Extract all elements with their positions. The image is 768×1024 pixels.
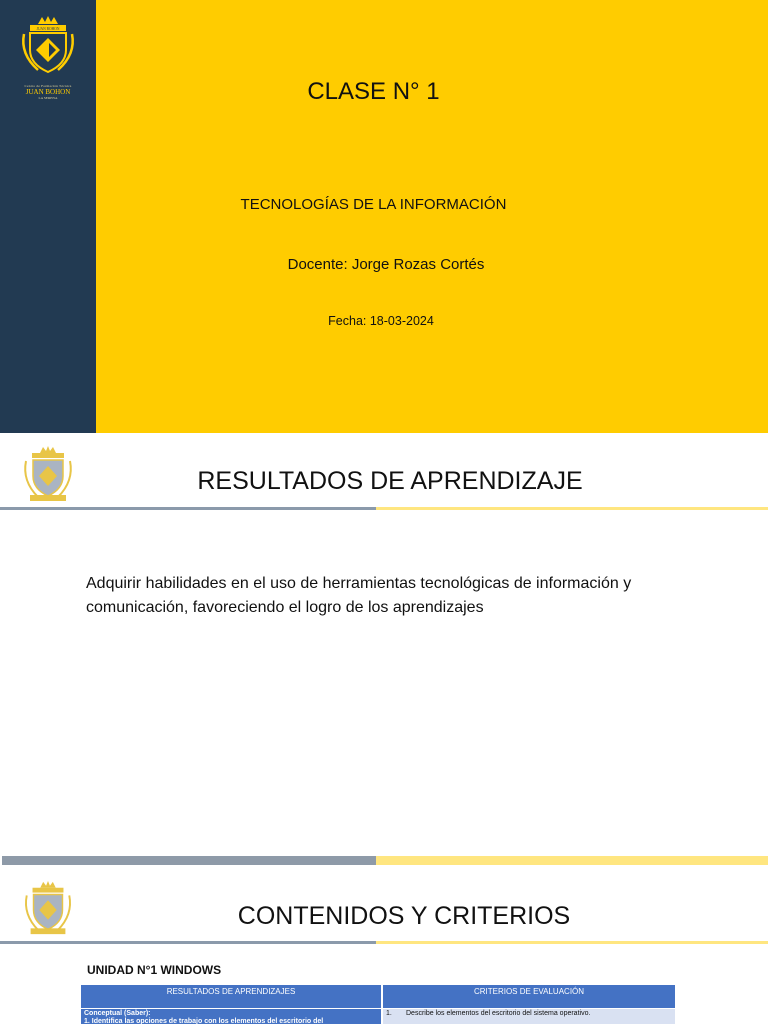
table-row [81, 1009, 675, 1024]
shield-icon [18, 880, 78, 938]
slide-title: RESULTADOS DE APRENDIZAJE [197, 467, 583, 495]
contents-slide [0, 866, 768, 1024]
header-cell: RESULTADOS DE APRENDIZAJES [81, 985, 381, 1008]
table-cell [81, 1009, 381, 1024]
sidebar-panel [0, 0, 96, 433]
cell-text: Describe los elementos del escritorio del sistema operativo. [406, 1010, 591, 1017]
slide-title: CONTENIDOS Y CRITERIOS [237, 902, 571, 930]
divider [0, 507, 768, 510]
small-logo [18, 445, 78, 510]
small-logo [18, 880, 78, 943]
teacher-name: Docente: Jorge Rozas Cortés [287, 256, 485, 273]
institution-logo [16, 14, 80, 100]
header-cell: CRITERIOS DE EVALUACIÓN [383, 985, 675, 1008]
title-slide [0, 0, 768, 433]
footer-bar [2, 856, 768, 865]
criteria-table [81, 985, 675, 1024]
learning-outcomes-slide [0, 433, 768, 866]
cell-heading: Conceptual (Saber): [84, 1010, 151, 1017]
divider [0, 941, 768, 944]
banner-text: JUAN BOHON [36, 26, 60, 31]
date-label: Fecha: 18-03-2024 [328, 314, 434, 328]
shield-icon [18, 445, 78, 505]
logo-main-text: JUAN BOHON [25, 88, 71, 96]
outcome-text: Adquirir habilidades en el uso de herramientas tecnológicas de información y comunicación, favoreciendo el logro de los aprendizajes [86, 575, 632, 616]
table-header [81, 985, 675, 1008]
slide-title: CLASE N° 1 [307, 78, 440, 105]
course-subtitle: TECNOLOGÍAS DE LA INFORMACIÓN [240, 196, 507, 213]
item-number: 1. [386, 1010, 392, 1017]
cell-text: 1. Identifica las opciones de trabajo con los elementos del escritorio del [84, 1018, 324, 1024]
unit-label: UNIDAD N°1 WINDOWS [87, 963, 222, 977]
shield-icon [16, 14, 80, 76]
table-cell [383, 1009, 675, 1024]
logo-city-text: LA SERENA [38, 96, 58, 100]
logo-small-text: Centro de Formación Técnica [24, 84, 72, 88]
